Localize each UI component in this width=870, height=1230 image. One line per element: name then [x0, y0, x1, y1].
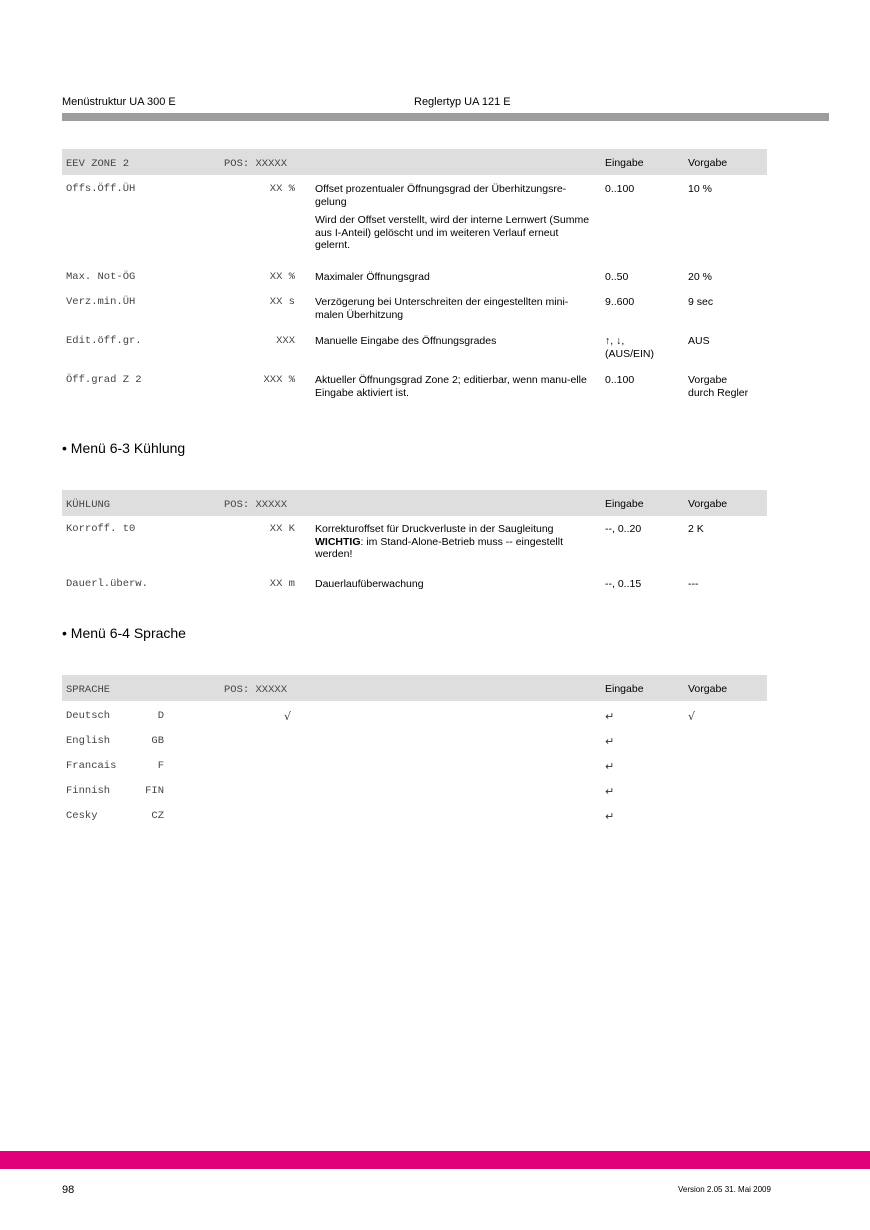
footer-accent-bar — [0, 1151, 870, 1169]
input-range: 0..100 — [605, 183, 635, 195]
default-value: --- — [688, 578, 699, 590]
input-range: 0..50 — [605, 271, 629, 283]
param-name: Edit.öff.gr. — [66, 335, 142, 347]
list-item-finnish — [62, 785, 767, 810]
enter-key-icon: ↵ — [605, 760, 615, 773]
default-value — [688, 374, 768, 399]
pos-label: POS: XXXXX — [224, 684, 288, 696]
language-code: FIN — [145, 785, 164, 797]
param-description — [315, 296, 595, 321]
description-line: Korrekturoffset für Druckverluste in der Saugleitung — [315, 523, 554, 535]
param-name: Korroff. t0 — [66, 523, 136, 535]
param-name: Dauerl.überw. — [66, 578, 148, 590]
table-header — [62, 675, 767, 701]
param-description — [315, 523, 595, 561]
warning-label: WICHTIG — [315, 535, 361, 548]
header-controller-type: Reglertyp UA 121 E — [414, 96, 511, 108]
header-document-title: Menüstruktur UA 300 E — [62, 96, 176, 108]
column-eingabe: Eingabe — [605, 157, 644, 169]
param-description — [315, 374, 595, 399]
param-value: XXX % — [263, 374, 295, 386]
page-number: 98 — [62, 1184, 75, 1196]
default-value-line: Vorgabe — [688, 374, 728, 386]
section-title-sprache: • Menü 6-4 Sprache — [62, 625, 186, 641]
input-range-mode: (AUS/EIN) — [605, 347, 655, 360]
table-row — [62, 335, 767, 374]
pos-label: POS: XXXXX — [224, 158, 288, 170]
enter-key-icon: ↵ — [605, 710, 615, 723]
column-vorgabe: Vorgabe — [688, 683, 728, 695]
table-row — [62, 296, 767, 335]
list-item-deutsch — [62, 710, 767, 735]
param-description — [315, 271, 595, 284]
param-description — [315, 335, 595, 348]
table-header — [62, 490, 767, 516]
warning-text: : im Stand-Alone-Betrieb muss -- eingestellt werden! — [315, 535, 563, 560]
param-description — [315, 578, 595, 591]
param-name: Öff.grad Z 2 — [66, 374, 142, 386]
version-date: Version 2.05 31. Mai 2009 — [678, 1185, 771, 1194]
description-line: Maximaler Öffnungsgrad — [315, 271, 430, 283]
description-note: Wird der Offset verstellt, wird der interne Lernwert (Summe aus I-Anteil) gelöscht und im weiteren Verlauf erneut gelernt. — [315, 214, 590, 251]
language-code: F — [157, 760, 164, 772]
param-name: Verz.min.ÜH — [66, 296, 136, 308]
default-checkmark-icon: √ — [688, 710, 696, 723]
checkmark-icon: √ — [284, 710, 292, 723]
description-line: Verzögerung bei Unterschreiten der eingestellten mini-malen Überhitzung — [315, 296, 569, 321]
enter-key-icon: ↵ — [605, 810, 615, 823]
default-value-line: durch Regler — [688, 386, 749, 399]
menu-name: KÜHLUNG — [66, 499, 111, 511]
enter-key-icon: ↵ — [605, 785, 615, 798]
column-vorgabe: Vorgabe — [688, 498, 728, 510]
list-item-francais — [62, 760, 767, 785]
menu-name: SPRACHE — [66, 684, 111, 696]
default-value: 20 % — [688, 271, 712, 283]
pos-label: POS: XXXXX — [224, 499, 288, 511]
input-range: 0..100 — [605, 374, 635, 386]
list-item-cesky — [62, 810, 767, 835]
table-row — [62, 523, 767, 578]
column-eingabe: Eingabe — [605, 498, 644, 510]
default-value: AUS — [688, 335, 710, 347]
table-eev-zone-2 — [62, 149, 767, 406]
language-name: Deutsch — [66, 710, 111, 722]
param-name: Offs.Öff.ÜH — [66, 183, 136, 195]
param-value: XXX — [276, 335, 295, 347]
param-value: XX K — [269, 523, 295, 535]
language-name: Finnish — [66, 785, 111, 797]
list-item-english — [62, 735, 767, 760]
description-line: Offset prozentualer Öffnungsgrad der Überhitzungsre-gelung — [315, 183, 567, 208]
language-name: Cesky — [66, 810, 98, 822]
language-name: English — [66, 735, 111, 747]
enter-key-icon: ↵ — [605, 735, 615, 748]
default-value: 9 sec — [688, 296, 714, 308]
language-name: Francais — [66, 760, 117, 772]
arrow-keys-icon: ↑, ↓, — [605, 335, 625, 347]
language-code: GB — [151, 735, 164, 747]
description-line: Aktueller Öffnungsgrad Zone 2; editierbar, wenn manu-elle Eingabe aktiviert ist. — [315, 374, 587, 399]
language-code: CZ — [151, 810, 164, 822]
table-sprache — [62, 675, 767, 835]
table-header — [62, 149, 767, 175]
section-title-kuehlung: • Menü 6-3 Kühlung — [62, 440, 186, 456]
input-range: 9..600 — [605, 296, 635, 308]
menu-name: EEV ZONE 2 — [66, 158, 130, 170]
table-kuehlung — [62, 490, 767, 598]
param-value: XX % — [269, 183, 295, 195]
column-eingabe: Eingabe — [605, 683, 644, 695]
table-row — [62, 183, 767, 259]
param-description — [315, 183, 595, 252]
param-value: XX s — [269, 296, 295, 308]
language-code: D — [157, 710, 164, 722]
description-line: Manuelle Eingabe des Öffnungsgrades — [315, 335, 497, 347]
input-range — [605, 335, 685, 360]
description-line: Dauerlaufüberwachung — [315, 578, 424, 590]
table-row — [62, 271, 767, 296]
column-vorgabe: Vorgabe — [688, 157, 728, 169]
input-range: --, 0..15 — [605, 578, 642, 590]
default-value: 10 % — [688, 183, 712, 195]
input-range: --, 0..20 — [605, 523, 642, 535]
param-value: XX % — [269, 271, 295, 283]
table-row — [62, 578, 767, 598]
param-name: Max. Not-ÖG — [66, 271, 136, 283]
header-divider — [62, 113, 829, 121]
table-row — [62, 374, 767, 406]
param-value: XX m — [269, 578, 295, 590]
default-value: 2 K — [688, 523, 704, 535]
